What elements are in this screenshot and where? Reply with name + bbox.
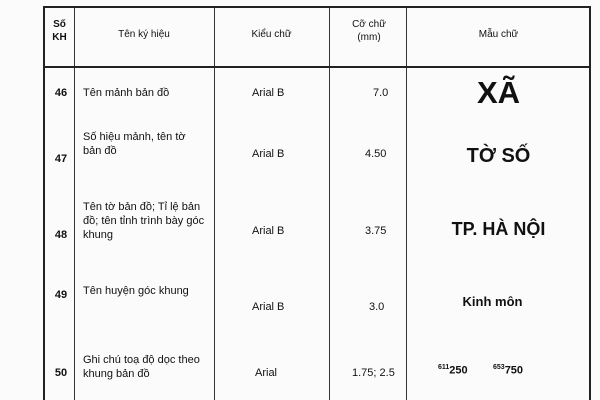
row-name: Số hiệu mảnh, tên tờ bản đồ [83, 131, 186, 157]
header-co-chu: Cỡ chữ (mm) [352, 19, 386, 43]
row-font: Arial B [252, 87, 285, 99]
header-ten-ky-hieu: Tên ký hiệu [118, 29, 170, 40]
row-font: Arial B [252, 301, 285, 313]
row-name: Tên tờ bản đồ; Tỉ lệ bản đồ; tên tỉnh trình bày góc khung [83, 201, 205, 241]
row-size: 7.0 [373, 87, 389, 99]
row-size: 4.50 [365, 148, 387, 160]
row-sample: XÃ [476, 75, 521, 110]
row-font: Arial B [252, 225, 285, 237]
header-kieu-chu: Kiểu chữ [251, 29, 292, 40]
row-number: 48 [54, 229, 68, 241]
header-so-kh: Số KH [52, 19, 67, 43]
row-name: Tên huyện góc khung [83, 285, 189, 297]
symbol-table [43, 6, 591, 400]
header-mau-chu: Mẫu chữ [478, 29, 519, 40]
row-sample: TỜ SỐ [466, 145, 531, 167]
row-sample: TP. HÀ NỘI [451, 219, 546, 239]
row-sample-coord-b: $^{653}$750 [493, 364, 524, 377]
row-number: 50 [54, 367, 68, 379]
row-sample: Kinh môn [462, 294, 523, 309]
row-size: 3.0 [369, 301, 385, 313]
row-name: Tên mảnh bản đồ [83, 87, 170, 99]
row-size: 3.75 [365, 225, 387, 237]
row-font: Arial [255, 367, 278, 379]
row-name: Ghi chú toạ độ dọc theo khung bản đồ [83, 354, 200, 380]
row-number: 49 [54, 289, 68, 301]
row-sample-coord-a: $^{611}$250 [438, 364, 468, 377]
row-number: 46 [54, 87, 68, 99]
row-number: 47 [54, 153, 68, 165]
row-font: Arial B [252, 148, 285, 160]
header-divider [45, 66, 589, 68]
row-size: 1.75; 2.5 [352, 367, 395, 379]
